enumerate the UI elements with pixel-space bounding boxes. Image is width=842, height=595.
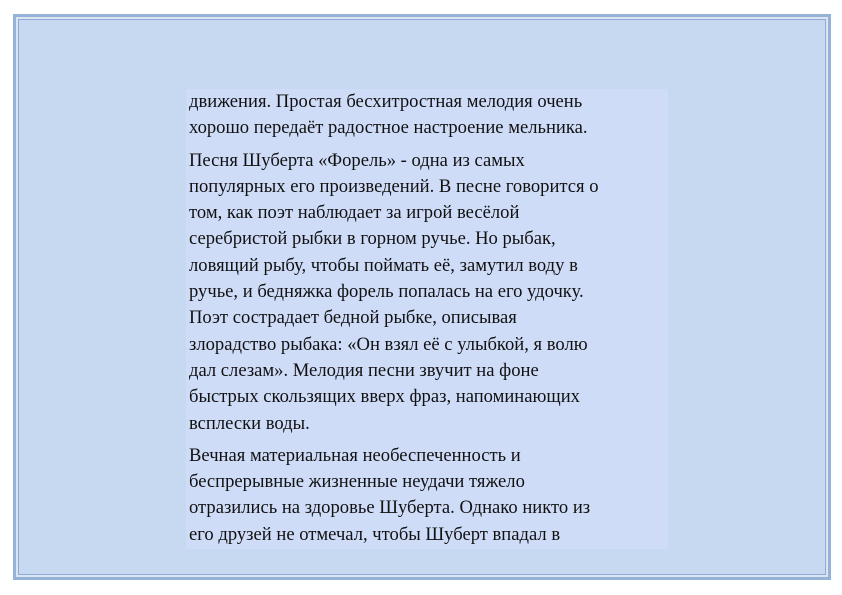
text-line: беспрерывные жизненные неудачи тяжело bbox=[189, 471, 525, 493]
text-line: ловящий рыбу, чтобы поймать её, замутил воду в bbox=[189, 254, 578, 276]
slide-frame bbox=[13, 14, 831, 580]
text-line: отразились на здоровье Шуберта. Однако никто из bbox=[189, 497, 591, 519]
paragraph-1 bbox=[189, 89, 668, 142]
text-line: движения. Простая бесхитростная мелодия очень bbox=[189, 91, 583, 112]
text-line: всплески воды. bbox=[189, 412, 310, 434]
text-line: дал слезам». Мелодия песни звучит на фоне bbox=[189, 359, 539, 381]
text-line: популярных его произведений. В песне говорится о bbox=[189, 175, 599, 197]
text-line: том, как поэт наблюдает за игрой весёлой bbox=[189, 202, 520, 224]
text-line: серебристой рыбки в горном ручье. Но рыбак, bbox=[189, 228, 556, 250]
text-box bbox=[186, 89, 668, 549]
text-line: Песня Шуберта «Форель» - одна из самых bbox=[189, 149, 525, 171]
text-line: злорадство рыбака: «Он взял её с улыбкой, я волю bbox=[189, 333, 588, 355]
text-line: ручье, и бедняжка форель попалась на его удочку. bbox=[189, 281, 584, 303]
text-line: хорошо передаёт радостное настроение мельника. bbox=[189, 117, 588, 139]
text-line: Вечная материальная необеспеченность и bbox=[189, 444, 521, 466]
text-line: быстрых скользящих вверх фраз, напоминающих bbox=[189, 386, 580, 408]
paragraph-2 bbox=[189, 148, 668, 437]
text-line: его друзей не отмечал, чтобы Шуберт впадал в bbox=[189, 523, 561, 545]
text-line: Поэт сострадает бедной рыбке, описывая bbox=[189, 307, 517, 329]
paragraph-3 bbox=[189, 443, 668, 548]
